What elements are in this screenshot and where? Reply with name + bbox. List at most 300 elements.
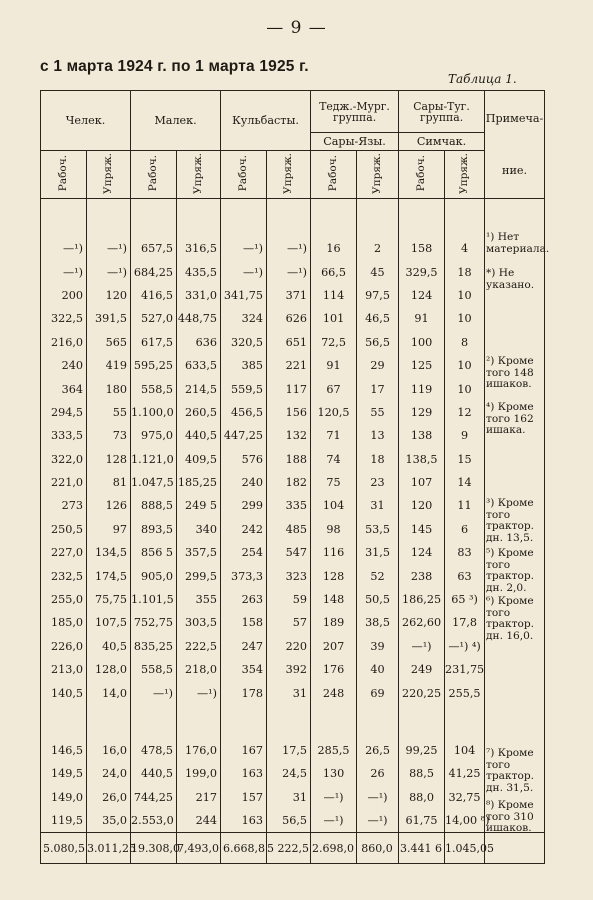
col-label-text: Упряж. — [371, 152, 384, 194]
col-label-text: Рабоч. — [237, 154, 250, 192]
gap-row — [41, 705, 545, 739]
table-cell: 227,0 — [41, 541, 87, 564]
table-cell: 626 — [267, 307, 311, 330]
table-cell: 244 — [177, 809, 221, 833]
table-cell: 149,0 — [41, 786, 87, 809]
table-cell — [87, 199, 131, 238]
header-kulbasty: Кульбасты. — [221, 91, 311, 151]
table-cell: 527,0 — [131, 307, 177, 330]
table-cell: 5 222,5 — [267, 833, 311, 864]
table-cell: 56,5 — [357, 331, 399, 354]
table-cell: 75 — [311, 471, 357, 494]
table-cell: 440,5 — [131, 762, 177, 785]
table-cell: 752,75 — [131, 611, 177, 634]
table-cell: 66,5 — [311, 260, 357, 283]
table-cell: 17,5 — [267, 739, 311, 762]
table-cell: 249 5 — [177, 494, 221, 517]
table-cell: 134,5 — [87, 541, 131, 564]
table-row — [41, 611, 545, 634]
table-cell: 392 — [267, 658, 311, 681]
table-cell: 329,5 — [399, 260, 445, 283]
table-cell: 17,8 — [445, 611, 485, 634]
table-row — [41, 354, 545, 377]
table-cell: 18 — [357, 448, 399, 471]
footnote: ¹) Нет материала. — [486, 231, 550, 255]
table-cell: 59 — [267, 588, 311, 611]
col-label-text: Рабоч. — [147, 154, 160, 192]
table-cell: 38,5 — [357, 611, 399, 634]
table-cell: 101 — [311, 307, 357, 330]
table-cell: 63 — [445, 564, 485, 587]
footnote: ⁵) Кроме того трактор. дн. 2,0. — [486, 547, 534, 594]
table-cell: 81 — [87, 471, 131, 494]
table-cell: 14,0 — [87, 681, 131, 704]
table-cell: 255,5 — [445, 681, 485, 704]
table-cell: 97,5 — [357, 284, 399, 307]
table-cell: 107 — [399, 471, 445, 494]
table-cell: 130 — [311, 762, 357, 785]
table-cell: 10 — [445, 354, 485, 377]
table-cell: 12 — [445, 401, 485, 424]
table-row — [41, 541, 545, 564]
table-cell: —¹) — [267, 260, 311, 283]
table-cell: 10 — [445, 307, 485, 330]
table-cell: —¹) — [87, 237, 131, 260]
table-cell: 657,5 — [131, 237, 177, 260]
table-cell: 448,75 — [177, 307, 221, 330]
table-cell: —¹) — [267, 237, 311, 260]
table-cell: 186,25 — [399, 588, 445, 611]
table-cell: 262,60 — [399, 611, 445, 634]
table-cell: 126 — [87, 494, 131, 517]
table-cell: 19.308,0 — [131, 833, 177, 864]
col-label — [357, 151, 399, 199]
table-cell: 260,5 — [177, 401, 221, 424]
table-cell: 128 — [311, 564, 357, 587]
table-cell: 41,25 — [445, 762, 485, 785]
table-cell: 199,0 — [177, 762, 221, 785]
table-cell — [445, 705, 485, 739]
table-row — [41, 518, 545, 541]
table-cell: 547 — [267, 541, 311, 564]
table-row — [41, 260, 545, 283]
table-cell: 240 — [41, 354, 87, 377]
table-row — [41, 681, 545, 704]
table-cell: 88,0 — [399, 786, 445, 809]
table-cell: 52 — [357, 564, 399, 587]
table-cell: 10 — [445, 284, 485, 307]
table-cell: 905,0 — [131, 564, 177, 587]
table-cell: 248 — [311, 681, 357, 704]
table-cell: 576 — [221, 448, 267, 471]
table-cell: 57 — [267, 611, 311, 634]
notes-cell — [485, 471, 545, 494]
table-cell: 250,5 — [41, 518, 87, 541]
table-cell: 13 — [357, 424, 399, 447]
table-cell: 163 — [221, 762, 267, 785]
table-cell: 178 — [221, 681, 267, 704]
table-cell: 119,5 — [41, 809, 87, 833]
table-row — [41, 564, 545, 587]
table-row — [41, 307, 545, 330]
table-cell: 320,5 — [221, 331, 267, 354]
header-chelek: Челек. — [41, 91, 131, 151]
table-cell: 31,5 — [357, 541, 399, 564]
table-cell: 888,5 — [131, 494, 177, 517]
table-row — [41, 588, 545, 611]
table-cell: 214,5 — [177, 377, 221, 400]
table-cell: 29 — [357, 354, 399, 377]
table-cell: 364 — [41, 377, 87, 400]
table-cell: 3.441 6 — [399, 833, 445, 864]
table-cell: 73 — [87, 424, 131, 447]
spacer-row — [41, 199, 545, 238]
table-cell: 3.011,25 — [87, 833, 131, 864]
table-cell: 167 — [221, 739, 267, 762]
col-label-text: Рабоч. — [327, 154, 340, 192]
table-cell: 31 — [267, 681, 311, 704]
table-cell: 333,5 — [41, 424, 87, 447]
table-cell: 67 — [311, 377, 357, 400]
table-cell: 97 — [87, 518, 131, 541]
table-cell: 595,25 — [131, 354, 177, 377]
table-cell: 299,5 — [177, 564, 221, 587]
table-cell: 24,0 — [87, 762, 131, 785]
table-cell: 217 — [177, 786, 221, 809]
table-cell: 221 — [267, 354, 311, 377]
table-cell: 207 — [311, 635, 357, 658]
totals-row — [41, 833, 545, 864]
table-cell: 116 — [311, 541, 357, 564]
table-row — [41, 401, 545, 424]
col-label — [41, 151, 87, 199]
footnote: ⁶) Кроме того трактор. дн. 16,0. — [486, 595, 534, 642]
table-cell: 335 — [267, 494, 311, 517]
table-cell: 99,25 — [399, 739, 445, 762]
col-label — [177, 151, 221, 199]
table-cell: 856 5 — [131, 541, 177, 564]
table-cell: 213,0 — [41, 658, 87, 681]
table-cell: 35,0 — [87, 809, 131, 833]
table-cell: 174,5 — [87, 564, 131, 587]
table-cell: 456,5 — [221, 401, 267, 424]
table-cell: 132 — [267, 424, 311, 447]
table-cell: 14,00 ⁸) — [445, 809, 485, 833]
table-cell: —¹) — [357, 809, 399, 833]
table-cell: 373,3 — [221, 564, 267, 587]
table-cell: 316,5 — [177, 237, 221, 260]
table-cell: 124 — [399, 284, 445, 307]
notes-cell — [485, 658, 545, 681]
table-cell: 185,25 — [177, 471, 221, 494]
table-cell: 128 — [87, 448, 131, 471]
table-cell: —¹) ⁴) — [445, 635, 485, 658]
table-cell: —¹) — [357, 786, 399, 809]
table-cell: 26,0 — [87, 786, 131, 809]
notes-cell — [485, 681, 545, 704]
subheader-sary-yazy: Сары-Язы. — [311, 133, 399, 151]
table-cell: 26,5 — [357, 739, 399, 762]
table-cell: 218,0 — [177, 658, 221, 681]
table-cell: 5.080,5 — [41, 833, 87, 864]
table-cell: 56,5 — [267, 809, 311, 833]
table-cell: 2.553,0 — [131, 809, 177, 833]
table-cell: 409,5 — [177, 448, 221, 471]
table-cell: 125 — [399, 354, 445, 377]
table-cell — [267, 199, 311, 238]
table-cell: 893,5 — [131, 518, 177, 541]
table-body — [41, 199, 545, 864]
table-cell: 149,5 — [41, 762, 87, 785]
col-label — [445, 151, 485, 199]
table-cell: 7,493,0 — [177, 833, 221, 864]
table-cell: 158 — [221, 611, 267, 634]
header-notes — [485, 91, 545, 199]
table-cell: —¹) — [311, 809, 357, 833]
col-label-text: Рабоч. — [57, 154, 69, 192]
footnote: *) Не указано. — [486, 267, 535, 291]
table-cell: 14 — [445, 471, 485, 494]
table-cell: 559,5 — [221, 377, 267, 400]
table-cell: —¹) — [177, 681, 221, 704]
table-label: Таблица 1. — [448, 72, 517, 86]
table-cell: 391,5 — [87, 307, 131, 330]
table-cell: 254 — [221, 541, 267, 564]
notes-cell — [485, 448, 545, 471]
table-cell: 10 — [445, 377, 485, 400]
table-cell — [41, 199, 87, 238]
table-row — [41, 448, 545, 471]
table-cell — [311, 705, 357, 739]
table-cell: 120,5 — [311, 401, 357, 424]
table-cell: 416,5 — [131, 284, 177, 307]
table-cell: 1.121,0 — [131, 448, 177, 471]
col-label-text: Рабоч. — [415, 154, 428, 192]
table-cell: 61,75 — [399, 809, 445, 833]
table-cell: 40 — [357, 658, 399, 681]
table-cell: 485 — [267, 518, 311, 541]
footnote: ³) Кроме того трактор. дн. 13,5. — [486, 497, 534, 544]
table-cell: 104 — [445, 739, 485, 762]
table-cell — [399, 705, 445, 739]
table-cell: 247 — [221, 635, 267, 658]
table-cell: 53,5 — [357, 518, 399, 541]
table-cell: 8 — [445, 331, 485, 354]
table-cell: 1.047,5 — [131, 471, 177, 494]
table-cell: 242 — [221, 518, 267, 541]
col-label-text: Упряж. — [282, 152, 295, 194]
table-cell: 684,25 — [131, 260, 177, 283]
table-cell — [177, 705, 221, 739]
table-cell: 120 — [87, 284, 131, 307]
table-cell — [311, 199, 357, 238]
table-cell: 31 — [267, 786, 311, 809]
table-cell — [399, 199, 445, 238]
table-cell: 263 — [221, 588, 267, 611]
table-cell: 98 — [311, 518, 357, 541]
table-cell: 163 — [221, 809, 267, 833]
table-row — [41, 494, 545, 517]
table-cell: 24,5 — [267, 762, 311, 785]
table-cell: 231,75 — [445, 658, 485, 681]
col-label — [399, 151, 445, 199]
table-cell: 478,5 — [131, 739, 177, 762]
table-cell: 15 — [445, 448, 485, 471]
subheader-simchak: Симчак. — [399, 133, 485, 151]
table-cell: 145 — [399, 518, 445, 541]
table-cell: 107,5 — [87, 611, 131, 634]
table-cell: 249 — [399, 658, 445, 681]
table-cell: 6.668,8 — [221, 833, 267, 864]
table-cell: 340 — [177, 518, 221, 541]
table-cell: —¹) — [221, 237, 267, 260]
footnote: ²) Кроме того 148 ишаков. — [486, 355, 534, 390]
table-cell: 138,5 — [399, 448, 445, 471]
table-cell — [87, 705, 131, 739]
table-cell: 1.100,0 — [131, 401, 177, 424]
table-row — [41, 786, 545, 809]
table-cell: 255,0 — [41, 588, 87, 611]
table-cell — [357, 705, 399, 739]
table-cell: 23 — [357, 471, 399, 494]
table-row — [41, 635, 545, 658]
table-cell: 558,5 — [131, 658, 177, 681]
footnote: ⁴) Кроме того 162 ишака. — [486, 401, 534, 436]
table-cell: 55 — [87, 401, 131, 424]
table-cell: —¹) — [87, 260, 131, 283]
table-cell: —¹) — [399, 635, 445, 658]
table-cell: 419 — [87, 354, 131, 377]
table-cell: 565 — [87, 331, 131, 354]
header-notes-line2: ние. — [502, 164, 528, 177]
table-cell: 120 — [399, 494, 445, 517]
table-cell: 435,5 — [177, 260, 221, 283]
table-cell: 371 — [267, 284, 311, 307]
table-cell: 11 — [445, 494, 485, 517]
col-label — [311, 151, 357, 199]
table-cell: 129 — [399, 401, 445, 424]
table-cell: 835,25 — [131, 635, 177, 658]
table-cell: 285,5 — [311, 739, 357, 762]
table-cell: 26 — [357, 762, 399, 785]
table-cell: 55 — [357, 401, 399, 424]
table-row — [41, 762, 545, 785]
footnote: ⁷) Кроме того трактор. дн. 31,5. — [486, 747, 534, 794]
notes-cell — [485, 307, 545, 330]
table-cell: —¹) — [221, 260, 267, 283]
table-cell: 299 — [221, 494, 267, 517]
table-cell: 189 — [311, 611, 357, 634]
table-cell: 114 — [311, 284, 357, 307]
table-cell: 65 ³) — [445, 588, 485, 611]
table-cell: 16,0 — [87, 739, 131, 762]
table-cell: 50,5 — [357, 588, 399, 611]
table-heading: с 1 марта 1924 г. по 1 марта 1925 г. — [40, 58, 309, 75]
table-cell: 88,5 — [399, 762, 445, 785]
page-number: — 9 — — [266, 18, 327, 38]
table-row — [41, 658, 545, 681]
table-cell: 2 — [357, 237, 399, 260]
table-cell: 221,0 — [41, 471, 87, 494]
table-row — [41, 284, 545, 307]
table-cell: 117 — [267, 377, 311, 400]
table-cell: 74 — [311, 448, 357, 471]
table-cell: 71 — [311, 424, 357, 447]
col-label — [221, 151, 267, 199]
col-label-text: Упряж. — [458, 152, 471, 194]
table-cell: 6 — [445, 518, 485, 541]
table-cell: —¹) — [311, 786, 357, 809]
table-cell: 1.045,05 — [445, 833, 485, 864]
footnote: ⁸) Кроме того 310 ишаков. — [486, 799, 534, 834]
table-cell: 273 — [41, 494, 87, 517]
table-cell: 651 — [267, 331, 311, 354]
table-cell: 975,0 — [131, 424, 177, 447]
table-cell: 341,75 — [221, 284, 267, 307]
table-cell: 1.101,5 — [131, 588, 177, 611]
table-cell — [177, 199, 221, 238]
table-cell: 124 — [399, 541, 445, 564]
table-cell: 158 — [399, 237, 445, 260]
table-cell — [131, 199, 177, 238]
table-cell: 188 — [267, 448, 311, 471]
table-cell — [41, 705, 87, 739]
table-cell: 2.698,0 — [311, 833, 357, 864]
table-cell: 355 — [177, 588, 221, 611]
header-tedzh-murg: Тедж.-Мург. группа. — [311, 91, 399, 133]
table-cell: 220,25 — [399, 681, 445, 704]
table-cell: 385 — [221, 354, 267, 377]
table-row — [41, 739, 545, 762]
table-cell: 83 — [445, 541, 485, 564]
table-cell: 69 — [357, 681, 399, 704]
header-malek: Малек. — [131, 91, 221, 151]
table-cell: 72,5 — [311, 331, 357, 354]
table-cell: 440,5 — [177, 424, 221, 447]
col-label-text: Упряж. — [102, 152, 114, 194]
table-cell: 157 — [221, 786, 267, 809]
table-cell: 104 — [311, 494, 357, 517]
table-cell: 220 — [267, 635, 311, 658]
table-cell: —¹) — [41, 237, 87, 260]
table-cell: 226,0 — [41, 635, 87, 658]
table-cell: 238 — [399, 564, 445, 587]
col-label — [87, 151, 131, 199]
table-cell: 91 — [311, 354, 357, 377]
col-label — [131, 151, 177, 199]
table-cell: 323 — [267, 564, 311, 587]
data-table — [40, 90, 545, 864]
table-cell: 128,0 — [87, 658, 131, 681]
table-cell: —¹) — [41, 260, 87, 283]
table-cell: —¹) — [131, 681, 177, 704]
table-cell: 860,0 — [357, 833, 399, 864]
table-cell: 156 — [267, 401, 311, 424]
table-cell: 148 — [311, 588, 357, 611]
table-cell: 744,25 — [131, 786, 177, 809]
table-cell: 447,25 — [221, 424, 267, 447]
table-cell — [221, 199, 267, 238]
table-cell: 176 — [311, 658, 357, 681]
table-cell: 18 — [445, 260, 485, 283]
table-cell — [357, 199, 399, 238]
table-cell: 558,5 — [131, 377, 177, 400]
table-cell: 40,5 — [87, 635, 131, 658]
table-cell: 146,5 — [41, 739, 87, 762]
table-cell: 16 — [311, 237, 357, 260]
table-cell — [131, 705, 177, 739]
table-cell: 138 — [399, 424, 445, 447]
